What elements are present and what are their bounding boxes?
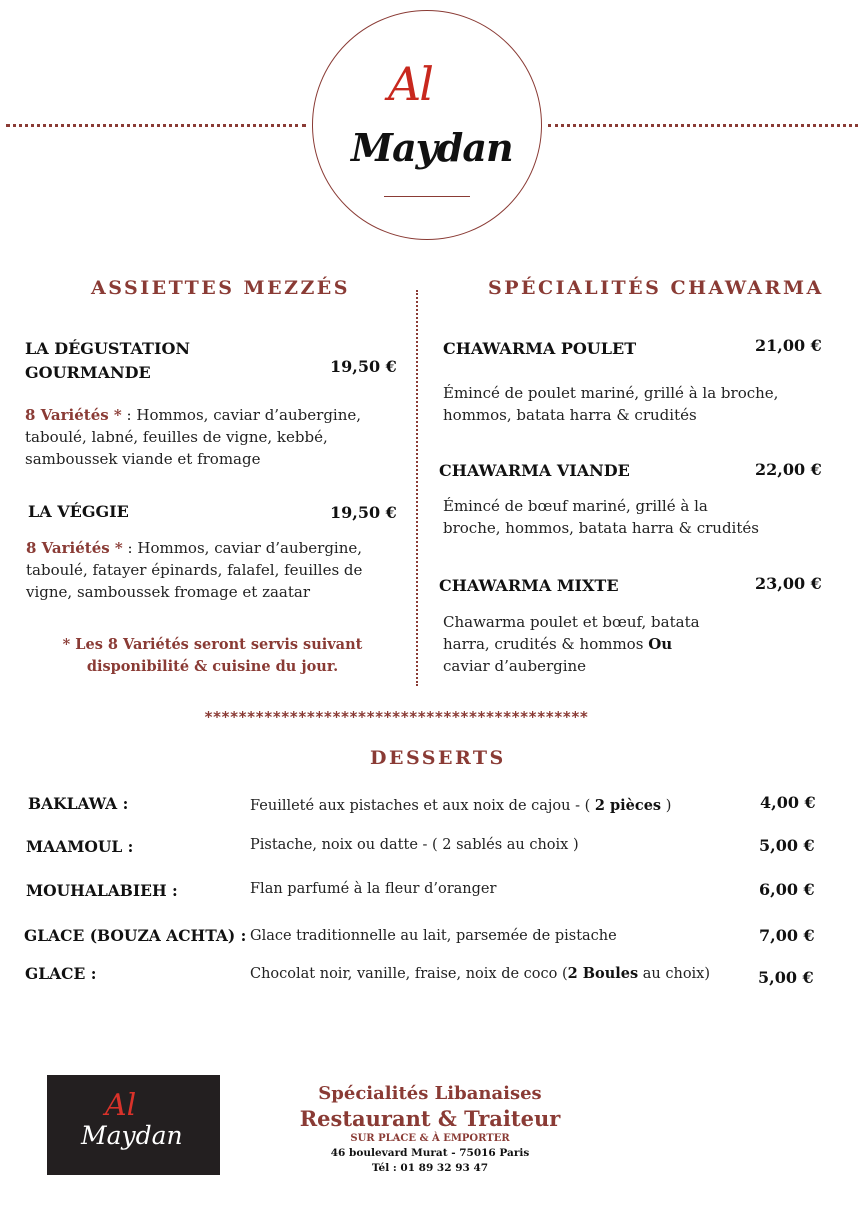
chawarma-price-viande: 22,00 € xyxy=(755,460,822,479)
footer-specialities: Spécialités Libanaises xyxy=(318,1083,542,1104)
dessert-desc-mouhalabieh: Flan parfumé à la fleur d’oranger xyxy=(250,881,497,897)
dessert-price-mouhalabieh: 6,00 € xyxy=(759,880,815,899)
desserts-title: DESSERTS xyxy=(370,747,506,769)
dessert-desc-maamoul: Pistache, noix ou datte - ( 2 sablés au choix ) xyxy=(250,837,579,853)
dessert-name-mouhalabieh: MOUHALABIEH : xyxy=(26,881,178,900)
footer-logo-maydan: Maydan xyxy=(81,1121,183,1150)
dessert-price-maamoul: 5,00 € xyxy=(759,836,815,855)
footer-phone: Tél : 01 89 32 93 47 xyxy=(371,1162,489,1174)
dessert-price-glace: 5,00 € xyxy=(758,968,814,987)
logo-al: Al xyxy=(388,57,432,111)
star-separator: ********************************************* xyxy=(204,708,588,726)
dessert-name-glace-bouza: GLACE (BOUZA ACHTA) : xyxy=(24,926,247,945)
chawarma-name-mixte: CHAWARMA MIXTE xyxy=(439,576,619,595)
chawarma-title: SPÉCIALITÉS CHAWARMA xyxy=(488,277,824,299)
dessert-price-baklawa: 4,00 € xyxy=(760,793,816,812)
varieties-label: 8 Variétés * xyxy=(26,539,123,557)
footer-address: 46 boulevard Murat - 75016 Paris xyxy=(330,1147,530,1159)
footer-restaurant: Restaurant & Traiteur xyxy=(299,1106,561,1131)
logo-underline xyxy=(384,196,470,197)
dessert-desc-glace: Chocolat noir, vanille, fraise, noix de coco (2 Boules au choix) xyxy=(250,965,711,982)
footer-info xyxy=(290,1083,570,1174)
dessert-desc-baklawa: Feuilleté aux pistaches et aux noix de cajou - ( 2 pièces ) xyxy=(250,797,672,814)
dessert-name-glace: GLACE : xyxy=(25,964,97,983)
column-divider xyxy=(416,290,418,686)
dessert-price-glace-bouza: 7,00 € xyxy=(759,926,815,945)
chawarma-desc-poulet: Émincé de poulet mariné, grillé à la broche, hommos, batata harra & crudités xyxy=(443,384,779,424)
header-divider-right xyxy=(548,124,858,127)
mezze-name-veggie: LA VÉGGIE xyxy=(28,502,129,521)
chawarma-name-viande: CHAWARMA VIANDE xyxy=(439,461,630,480)
dessert-name-maamoul: MAAMOUL : xyxy=(26,837,134,856)
mezzes-title: ASSIETTES MEZZÉS xyxy=(91,277,351,299)
dessert-name-baklawa: BAKLAWA : xyxy=(28,794,129,813)
header-divider-left xyxy=(6,124,306,127)
mezze-desc-degustation: 8 Variétés * : Hommos, caviar d’aubergine, taboulé, labné, feuilles de vigne, kebbé, samboussek viande et fromage xyxy=(25,406,362,468)
mezze-desc-veggie: 8 Variétés * : Hommos, caviar d’aubergine, taboulé, fatayer épinards, falafel, feuilles de vigne, samboussek fromage et zaatar xyxy=(26,539,363,601)
varieties-note: * Les 8 Variétés seront servis suivant disponibilité & cuisine du jour. xyxy=(62,636,363,675)
chawarma-desc-viande: Émincé de bœuf mariné, grillé à la broche, hommos, batata harra & crudités xyxy=(443,497,759,537)
chawarma-price-mixte: 23,00 € xyxy=(755,574,822,593)
footer-logo-al: Al xyxy=(105,1088,137,1123)
chawarma-price-poulet: 21,00 € xyxy=(755,336,822,355)
footer-takeaway: SUR PLACE & À EMPORTER xyxy=(350,1133,510,1144)
chawarma-desc-mixte: Chawarma poulet et bœuf, batata harra, crudités & hommos Ou caviar d’aubergine xyxy=(443,613,700,675)
logo-maydan: Maydan xyxy=(351,125,513,170)
varieties-label: 8 Variétés * xyxy=(25,406,122,424)
footer-logo xyxy=(47,1075,220,1175)
logo-circle xyxy=(312,10,542,240)
chawarma-name-poulet: CHAWARMA POULET xyxy=(443,339,637,358)
mezze-price-degustation: 19,50 € xyxy=(330,357,397,376)
dessert-desc-glace-bouza: Glace traditionnelle au lait, parsemée de pistache xyxy=(250,928,617,944)
mezze-price-veggie: 19,50 € xyxy=(330,503,397,522)
mezze-name-degustation: LA DÉGUSTATION GOURMANDE xyxy=(25,339,190,382)
